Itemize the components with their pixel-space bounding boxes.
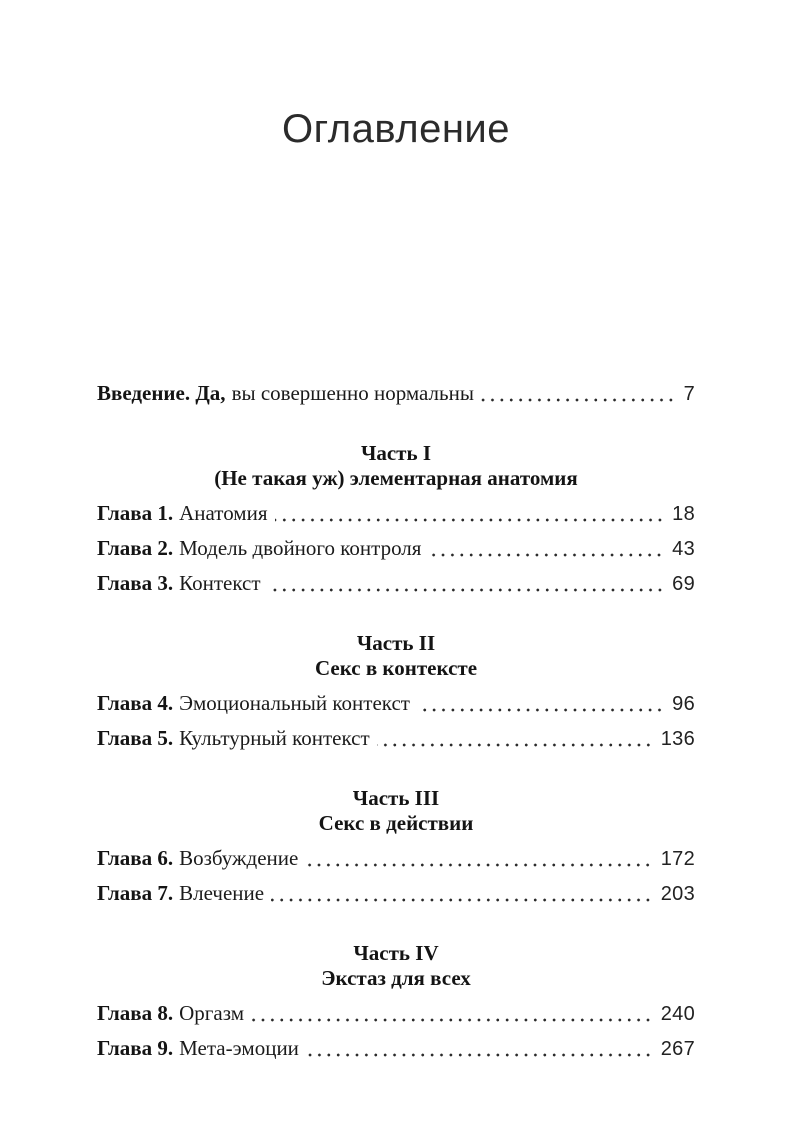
page-number: 43: [672, 538, 695, 560]
part-heading: [97, 631, 695, 681]
page-number: 203: [660, 883, 695, 905]
part-subtitle: (Не такая уж) элементарная анатомия: [214, 466, 578, 490]
intro-title: вы совершенно нормальны: [231, 381, 474, 405]
part-name: Часть III: [352, 786, 440, 810]
part-name: Часть II: [356, 631, 436, 655]
leader-dots: [417, 706, 664, 714]
page-number: 136: [660, 728, 695, 750]
leader-dots: [305, 861, 652, 869]
chapter-label: Глава 8.: [97, 1001, 174, 1025]
chapter-label: Глава 1.: [97, 501, 174, 525]
chapter-title: Модель двойного контроля: [179, 536, 422, 560]
leader-dots: [275, 516, 665, 524]
chapter-label: Глава 7.: [97, 881, 174, 905]
chapter-title: Возбуждение: [179, 846, 299, 870]
part-heading: [97, 786, 695, 836]
leader-dots: [306, 1051, 653, 1059]
page-number: 69: [672, 573, 695, 595]
chapter-row: [97, 846, 695, 872]
leader-dots: [377, 741, 653, 749]
leader-dots: [481, 396, 676, 404]
page-title: Оглавление: [281, 107, 510, 151]
toc-parts: [97, 441, 695, 1062]
chapter-title: Влечение: [179, 881, 265, 905]
page-number: 240: [660, 1003, 695, 1025]
chapter-label: Глава 3.: [97, 571, 174, 595]
chapter-title: Анатомия: [179, 501, 268, 525]
intro-label: Введение. Да,: [97, 381, 226, 405]
chapter-label: Глава 5.: [97, 726, 174, 750]
chapter-title: Культурный контекст: [179, 726, 370, 750]
page-number: 172: [660, 848, 695, 870]
part-subtitle: Экстаз для всех: [321, 966, 471, 990]
chapter-row: [97, 881, 695, 907]
chapter-title: Эмоциональный контекст: [179, 691, 410, 715]
leader-dots: [428, 551, 664, 559]
leader-dots: [268, 586, 665, 594]
chapter-row: [97, 691, 695, 717]
chapter-row: [97, 536, 695, 562]
chapter-row: [97, 1036, 695, 1062]
chapter-label: Глава 6.: [97, 846, 174, 870]
chapter-title: Контекст: [179, 571, 261, 595]
part-section: [97, 631, 695, 752]
chapter-label: Глава 9.: [97, 1036, 174, 1060]
chapter-row: [97, 726, 695, 752]
page-number: 18: [672, 503, 695, 525]
part-name: Часть I: [360, 441, 432, 465]
chapter-title: Мета-эмоции: [179, 1036, 299, 1060]
chapter-row: [97, 1001, 695, 1027]
toc-intro-row: [97, 381, 695, 407]
chapter-row: [97, 571, 695, 597]
chapter-label: Глава 2.: [97, 536, 174, 560]
page-number: 267: [660, 1038, 695, 1060]
page-number: 7: [683, 383, 695, 405]
part-subtitle: Секс в действии: [318, 811, 474, 835]
part-section: [97, 941, 695, 1062]
chapter-row: [97, 501, 695, 527]
part-subtitle: Секс в контексте: [314, 656, 478, 680]
page-number: 96: [672, 693, 695, 715]
part-heading: [97, 941, 695, 991]
leader-dots: [251, 1016, 653, 1024]
chapter-label: Глава 4.: [97, 691, 174, 715]
part-heading: [97, 441, 695, 491]
part-name: Часть IV: [353, 941, 439, 965]
part-section: [97, 786, 695, 907]
leader-dots: [271, 896, 653, 904]
toc-content: [97, 0, 695, 1062]
part-section: [97, 441, 695, 597]
chapter-title: Оргазм: [179, 1001, 245, 1025]
